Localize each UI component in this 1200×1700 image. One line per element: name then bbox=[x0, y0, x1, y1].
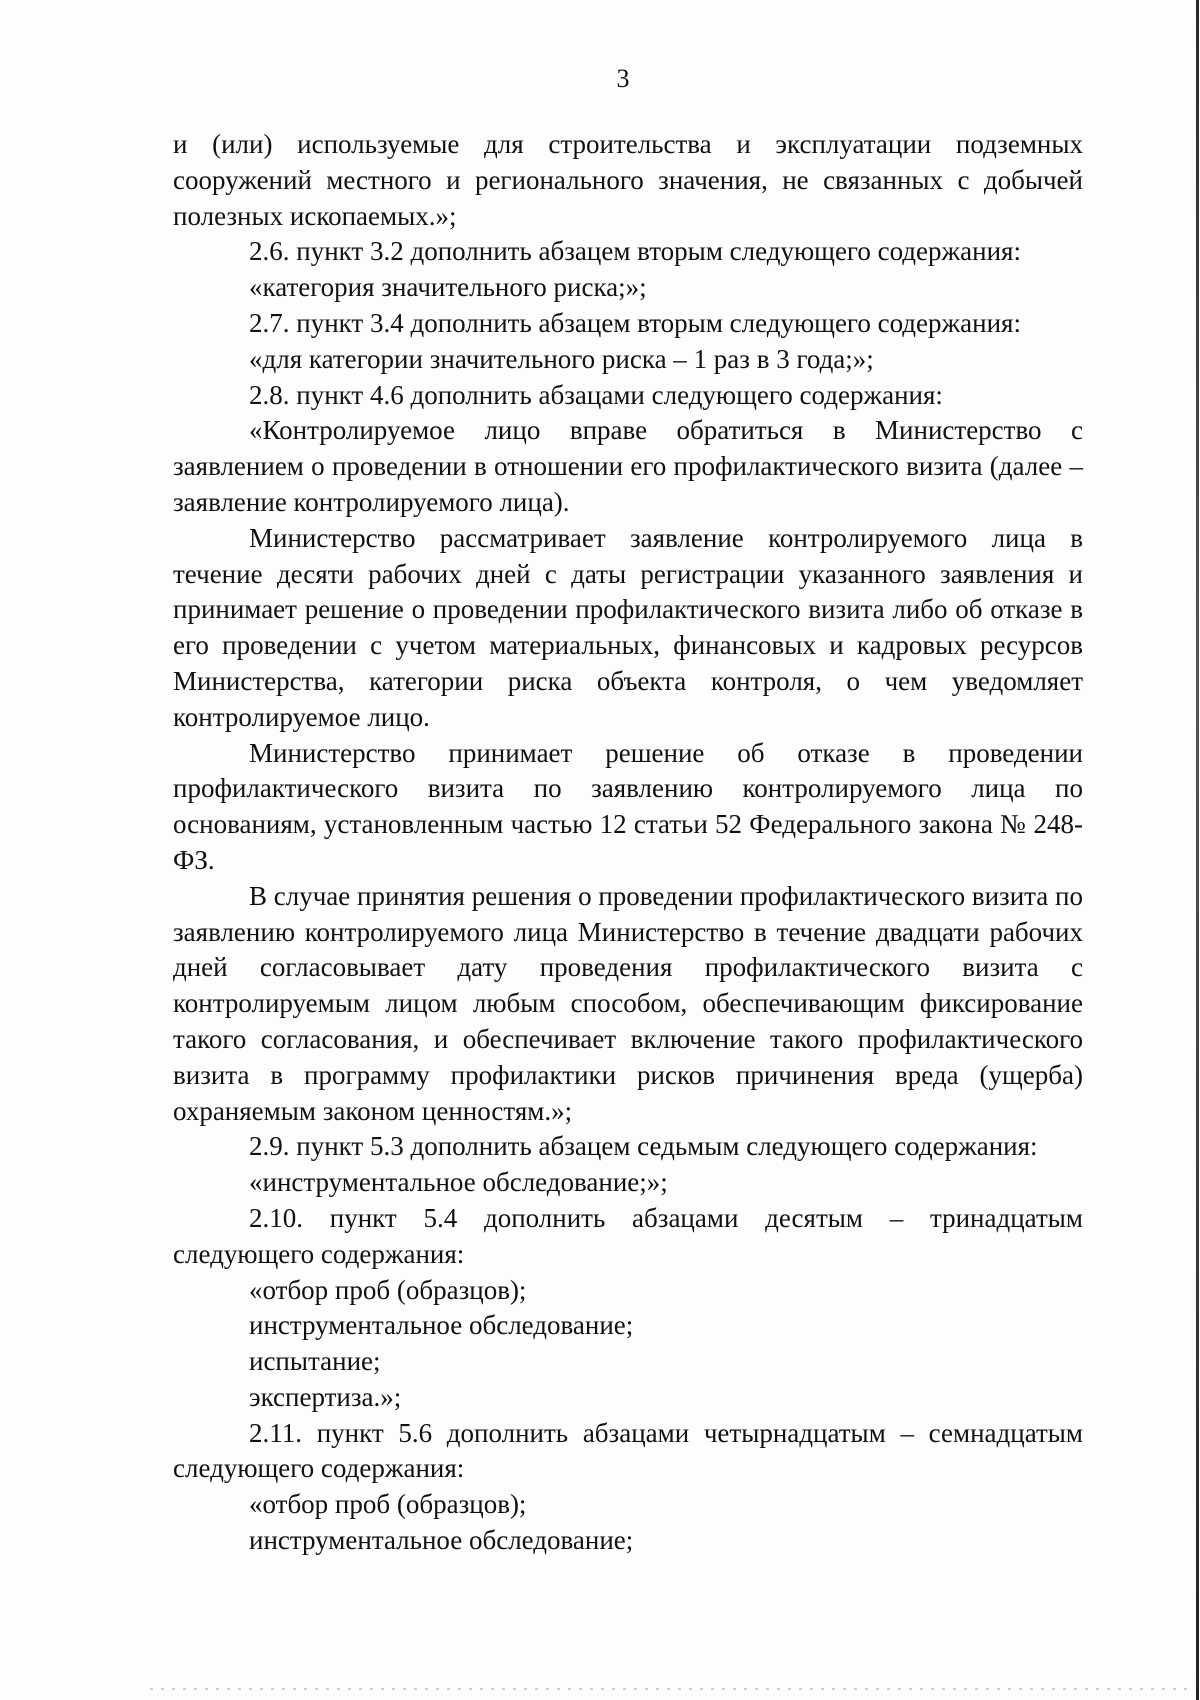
paragraph-2-7: 2.7. пункт 3.4 дополнить абзацем вторым следующего содержания: bbox=[249, 307, 1021, 338]
paragraph-2-8: 2.8. пункт 4.6 дополнить абзацами следующего содержания: bbox=[249, 379, 943, 410]
paragraph-2-8-quote-3: Министерство принимает решение об отказе в проведении профилактического визита по заявлению контролируемого лица по основаниям, установленным частью 12 статьи 52 Федерального закона № 248-ФЗ. bbox=[173, 737, 1083, 875]
paragraph-2-10-item-4: экспертиза.»; bbox=[249, 1381, 402, 1412]
paragraph-2-11-item-2: инструментальное обследование; bbox=[249, 1525, 634, 1556]
page-number: 3 bbox=[616, 64, 630, 93]
paragraph-2-11: 2.11. пункт 5.6 дополнить абзацами четырнадцатым – семнадцатым следующего содержания: bbox=[173, 1417, 1083, 1484]
paragraph-2-6-quote: «категория значительного риска;»; bbox=[249, 272, 647, 303]
paragraph-continuation: и (или) используемые для строительства и эксплуатации подземных сооружений местного и регионального значения, не связанных с добычей полезных ископаемых.»; bbox=[173, 129, 1083, 231]
paragraph-2-7-quote: «для категории значительного риска – 1 раз в 3 года;»; bbox=[249, 343, 874, 374]
paragraph-2-9-quote: «инструментальное обследование;»; bbox=[249, 1167, 668, 1198]
paragraph-2-10: 2.10. пункт 5.4 дополнить абзацами десятым – тринадцатым следующего содержания: bbox=[173, 1202, 1083, 1269]
paragraph-2-8-quote-2: Министерство рассматривает заявление контролируемого лица в течение десяти рабочих дней с даты регистрации указанного заявления и принимает решение о проведении профилактического визита либо об отказе в его проведении с учетом материальных, финансовых и кадровых ресурсов Министерства, категории риска объекта контроля, о чем уведомляет контролируемое лицо. bbox=[173, 522, 1083, 732]
paragraph-2-6: 2.6. пункт 3.2 дополнить абзацем вторым следующего содержания: bbox=[249, 236, 1021, 267]
paragraph-2-8-quote-4: В случае принятия решения о проведении профилактического визита по заявлению контролируемого лица Министерство в течение двадцати рабочих дней согласовывает дату проведения профилактического визита с контролируемым лицом любым способом, обеспечивающим фиксирование такого согласования, и обеспечивает включение такого профилактического визита в программу профилактики рисков причинения вреда (ущерба) охраняемым законом ценностям.»; bbox=[173, 880, 1083, 1126]
paragraph-2-8-quote-1: «Контролируемое лицо вправе обратиться в Министерство с заявлением о проведении в отношении его профилактического визита (далее – заявление контролируемого лица). bbox=[173, 415, 1083, 517]
paragraph-2-10-item-3: испытание; bbox=[249, 1346, 381, 1377]
scan-artifact-dots bbox=[150, 1688, 1190, 1690]
paragraph-2-10-item-2: инструментальное обследование; bbox=[249, 1310, 634, 1341]
paragraph-2-10-item-1: «отбор проб (образцов); bbox=[249, 1274, 527, 1305]
paragraph-2-11-item-1: «отбор проб (образцов); bbox=[249, 1489, 527, 1520]
scan-edge-line bbox=[1196, 0, 1199, 1700]
document-body bbox=[173, 127, 1083, 1559]
paragraph-2-9: 2.9. пункт 5.3 дополнить абзацем седьмым следующего содержания: bbox=[249, 1131, 1038, 1162]
